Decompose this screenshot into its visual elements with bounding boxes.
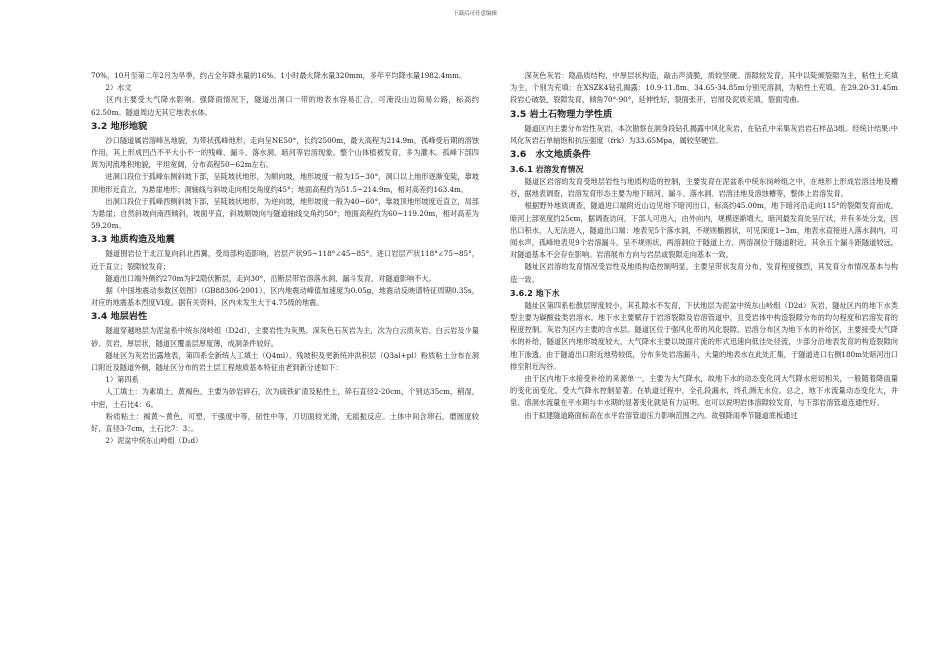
subsection-heading: 3.6.2 地下水	[510, 288, 560, 298]
subsection-label: 2）泥盆中统东山岭组（D₂d）	[91, 436, 203, 446]
paragraph: 隧道区内主要分布岩性灰岩，本次勘察在洞身段钻孔揭露中风化灰岩，在钻孔中采集灰岩岩石样品3组。经统计结果:中风化灰岩石单轴饱和抗压强度（frk）为33.65Mpa，属较坚硬岩。	[510, 123, 898, 145]
paragraph: 70%，10月至第二年2月为旱季，约占全年降水量的16%。1小时最大降水量320mm，多年平均降水量1982.4mm。	[91, 71, 467, 80]
paragraph: 隧址区第四系松散层厚度较小，其孔隙水不发育，下伏地层为泥盆中统东山岭组（D2d）灰岩，隧址区内的地下水类型主要为碳酸盐类岩溶水。地下水主要赋存于岩溶裂隙及岩溶管道中，且受岩体中构造裂隙分布的均匀程度和岩溶发育的程度控制。灰岩为区内主要的含水层。隧道区位于强风化带的风化裂隙、岩溶分布区为地下水的补给区，主要接受大气降水的补给，隧道区内地形坡度较大，大气降水主要以坡面片流的形式迅速向低洼处径流，少部分沿地表发育的构造裂隙向地下渗透，由于隧道出口附近地势较低，分布多处岩溶漏斗，大量的地表水在此处汇集，于隧道进口右侧180m处暗河出口排至附近沟谷。	[510, 300, 898, 371]
paragraph: 区内主要受大气降水影响。强降雨情况下，隧道出洞口一带的地表水容易汇合，可淹没山边简易公路，标高约62.50m。隧道周边无其它地表水体。	[91, 95, 479, 117]
paragraph: 据《中国地震动参数区划图》（GB88306-2001），区内地震动峰值加速度为0.05g，地震动反映谱特征周期0.35s，对应的地震基本烈度VI度。据有关资料，区内未发生大于4.75级的地震。	[91, 286, 479, 308]
right-column	[510, 70, 898, 422]
paragraph: 隧道围岩位于北江复向斜北西翼，受局部构造影响，岩层产状95~118°∠45~85°。进口岩层产状118°∠75~85°，近于直立；裂隙较发育；	[91, 249, 479, 271]
paragraph: 隧址区岩溶的发育情况受岩性及地质构造控制明显，主要呈带状发育分布，发育程度强烈，其发育分布情况基本与构造一致。	[510, 262, 898, 284]
section-heading: 3.4 地层岩性	[91, 311, 148, 323]
paragraph: 隧道出口端外侧约270m为F2隐伏断层，走向30°，沿断层带岩溶落水洞、漏斗发育，对隧道影响不大。	[91, 273, 436, 283]
paragraph: 隧道区岩溶的发育受地层岩性与地质构造的控制，主要发育在泥盆系中统东岗岭组之中，在地形上形成岩溶洼地及槽谷，据地表调查，岩溶发育形态主要为地下暗河、漏斗、落水洞、岩溶洼地及溶蚀槽等，整体上岩溶发育。	[510, 177, 898, 199]
paragraph: 隧道穿越地层为泥盆系中统东岗岭组（D2d），主要岩性为灰黑、深灰色石灰岩为主，次为白云质灰岩、白云岩及少量砂、页岩，厚层状，隧道区覆盖层厚度薄，成洞条件较好。	[91, 326, 479, 348]
paragraph: 人工填土：为素填土，黄褐色，主要为砂岩碎石，次为硫铁矿渣及粘性土，碎石直径2-20cm，个别达35cm，稍湿，中密，土石比4：6。	[91, 387, 479, 409]
paragraph: 进洞口段位于孤峰东侧斜坡下部，呈陡坡状地形，为顺向坡，地形坡度一般为15~30°，洞口以上地形逐渐变陡，靠坡顶地形近直立，为悬崖地形；洞轴线与斜坡走向相交角度约45°；地面高程约为51.5~214.9m，相对高差约163.4m。	[91, 172, 479, 194]
section-heading: 3.5 岩土石物理力学性质	[510, 108, 613, 120]
subsection-heading: 3.6.1 岩溶发育情况	[510, 165, 584, 175]
section-heading: 3.3 地质构造及地震	[91, 234, 175, 246]
paragraph: 由于拟建隧道路面标高在水平岩溶管道压力影响范围之内。故强降雨季节隧道底板通过	[510, 410, 798, 420]
paragraph: 由于区内地下水接受补给的来源单一，主要为大气降水，故地下水的动态变化同大气降水密切相关，一般随着降雨量的变化而变化，受大气降水控制显著。在轨道过程中，全孔段漏水，终孔测无水位。总之，地下水流量动态变化大，井泉、溶洞水流量在平水期与丰水期的显著变化就是有力证明。也可以说明岩体溶隙较发育，与下部岩溶管道连通性好。	[510, 374, 898, 408]
paragraph: 根据野外地质调查，隧道进口端附近山边见地下暗河出口，标高约45.00m，地下暗河沿走向115°的裂隙发育而成，暗河上部宽度约25cm，据调查访问，下部人可进入，由外向内，规模逐渐增大，暗河最发育处呈厅状，并有多处分支，因出口积水，人无法进入，隧道出口端：地表见5个落水洞，不规则椭圆状，可见深度1~3m，地表水直接进入落水洞内，可闻水声，孤峰地表见9个岩溶漏斗，呈不规则状，两溶洞位于隧道上方，两溶洞位于隧道附近，其余五个漏斗距隧道较远，对隧道基本不会存在影响。岩溶展布方向与岩层或裂隙走向基本一致。	[510, 201, 898, 260]
section-heading: 3.2 地形地貌	[91, 120, 148, 132]
header-note: 下载后可任意编辑	[452, 11, 497, 17]
left-column	[91, 70, 479, 447]
paragraph: 沙口隧道属岩溶峰丛地貌，为带状孤峰地形，走向呈NE50°，长约2500m，最大高程为214.9m，孤峰受后期的溶蚀作用，其上形成凹凸不平大小不一的残峰、漏斗、落水洞、暗河等岩溶现象。整个山体植被发育，多为灌木。孤峰下部四周为河流堆积地貌，平坦宽阔，分布高程50~62m左右。	[91, 135, 479, 170]
section-heading: 3.6 水文地质条件	[510, 149, 591, 161]
paragraph: 粉质粘土：褐黄～黄色，可塑，干强度中等，韧性中等，刀切面较光滑，无摇振反应。土体中间含卵石，磨圆度较好，直径3-7cm，土石比7：3；。	[91, 411, 479, 434]
paragraph: 隧址区为灰岩出露地表，第四系全新统人工填土（Q4ml）、残坡积及更新统冲洪积层（Q3al+pl）粉质粘土分布在洞口附近及隧道外侧，隧址区分布的岩土层工程地质基本特征由老到新分述如下：	[91, 350, 479, 373]
paragraph: 出洞口段位于孤峰西侧斜坡下部，呈陡坡状地形，为逆向坡，地形坡度一般为40~60°，靠坡顶地形坡度近直立，局部为悬崖；自然斜坡向南西倾斜，坡面平直，斜坡顺坡向与隧道轴线交角约50°；地面高程约为60~119.20m，相对高差为59.20m。	[91, 196, 479, 231]
paragraph: 深灰色灰岩：隐晶质结构，中厚层状构造，敲击声清脆，质较坚硬。溶隙较发育，其中以陡倾裂隙为主，粘性土充填为主，个别为充填：在XSZK4钻孔揭露：10.9-11.8m、34.65-34.85m分别见溶洞，为粘性土充填。在29.20-31.45m段岩心破裂，裂隙发育，倾角70°-90°，延伸性好，裂面张开，岩屑及泥质充填，裂面弯曲。	[510, 71, 898, 105]
subsection-label: 1）第四系	[91, 375, 139, 385]
subsection-label: 2）水文	[91, 83, 132, 93]
